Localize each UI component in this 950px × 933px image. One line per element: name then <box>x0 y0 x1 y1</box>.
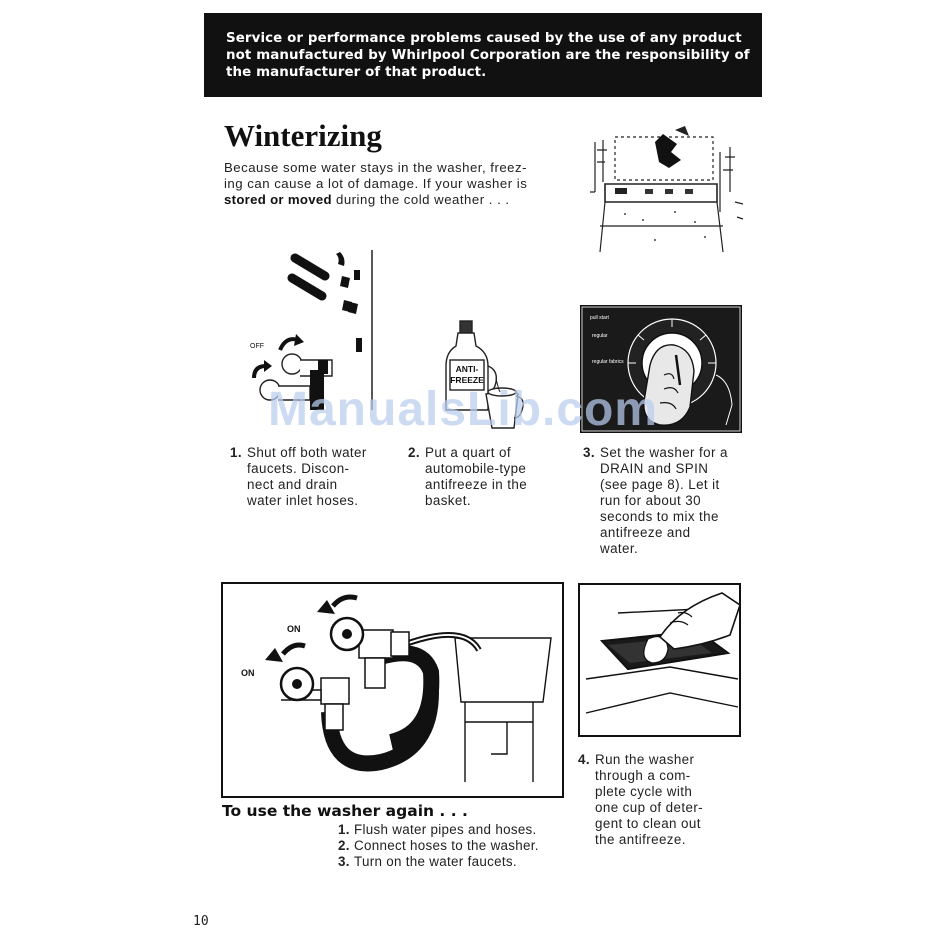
use-again-heading: To use the washer again . . . <box>222 802 468 820</box>
notice-line: Service or performance problems caused by the use of any product <box>226 31 742 46</box>
step-text: Put a quart of <box>425 445 511 460</box>
winter-washer-illustration <box>585 122 745 257</box>
washer-tub-illustration <box>578 583 741 737</box>
step-number: 1. <box>230 445 242 460</box>
step-text: antifreeze and <box>600 525 691 540</box>
list-text: Turn on the water faucets. <box>354 854 517 869</box>
list-number: 2. <box>338 838 350 853</box>
on-label-upper: ON <box>287 624 301 634</box>
step-text: (see page 8). Let it <box>600 477 720 492</box>
step-text: DRAIN and SPIN <box>600 461 709 476</box>
list-number: 3. <box>338 854 350 869</box>
intro-line: Because some water stays in the washer, freez- <box>224 160 527 175</box>
notice-line: not manufactured by Whirlpool Corporation are the responsibility of <box>226 48 750 63</box>
step-text: through a com- <box>595 768 691 783</box>
step-number: 4. <box>578 752 590 767</box>
step-text: plete cycle with <box>595 784 693 799</box>
step-number: 2. <box>408 445 420 460</box>
anti-label: ANTI- <box>455 364 479 374</box>
list-text: Flush water pipes and hoses. <box>354 822 537 837</box>
step-text: antifreeze in the <box>425 477 528 492</box>
step-text: Set the washer for a <box>600 445 728 460</box>
notice-line: the manufacturer of that product. <box>226 65 487 80</box>
reconnect-hoses-illustration <box>221 582 564 798</box>
intro-paragraph <box>224 160 574 208</box>
dial-label-regular: regular <box>592 333 608 339</box>
intro-emphasis: stored or moved <box>224 192 332 207</box>
step-text: automobile-type <box>425 461 527 476</box>
step-text: seconds to mix the <box>600 509 719 524</box>
step-text: basket. <box>425 493 471 508</box>
intro-line <box>224 192 574 208</box>
service-notice-banner <box>204 13 762 97</box>
step-text: run for about 30 <box>600 493 701 508</box>
dial-label-pull-start: pull start <box>590 315 609 321</box>
step-text: gent to clean out <box>595 816 701 831</box>
section-title: Winterizing <box>224 118 382 153</box>
step-number: 3. <box>583 445 595 460</box>
list-text: Connect hoses to the washer. <box>354 838 539 853</box>
dial-label-regular-fabrics: regular fabrics <box>592 359 624 365</box>
step-text: the antifreeze. <box>595 832 686 847</box>
watermark: ManualsLib.com <box>268 383 659 436</box>
step-text: water inlet hoses. <box>247 493 359 508</box>
step-text: Shut off both water <box>247 445 367 460</box>
freeze-label: FREEZE <box>450 375 484 385</box>
step-text: Run the washer <box>595 752 695 767</box>
step-text: one cup of deter- <box>595 800 704 815</box>
step-text: faucets. Discon- <box>247 461 350 476</box>
step-text: nect and drain <box>247 477 338 492</box>
list-number: 1. <box>338 822 350 837</box>
on-label-lower: ON <box>241 668 255 678</box>
off-label: OFF <box>250 343 264 350</box>
step-text: water. <box>600 541 639 556</box>
intro-line-rest: during the cold weather . . . <box>331 192 510 207</box>
page-number: 10 <box>193 914 209 929</box>
intro-line: ing can cause a lot of damage. If your washer is <box>224 176 528 191</box>
